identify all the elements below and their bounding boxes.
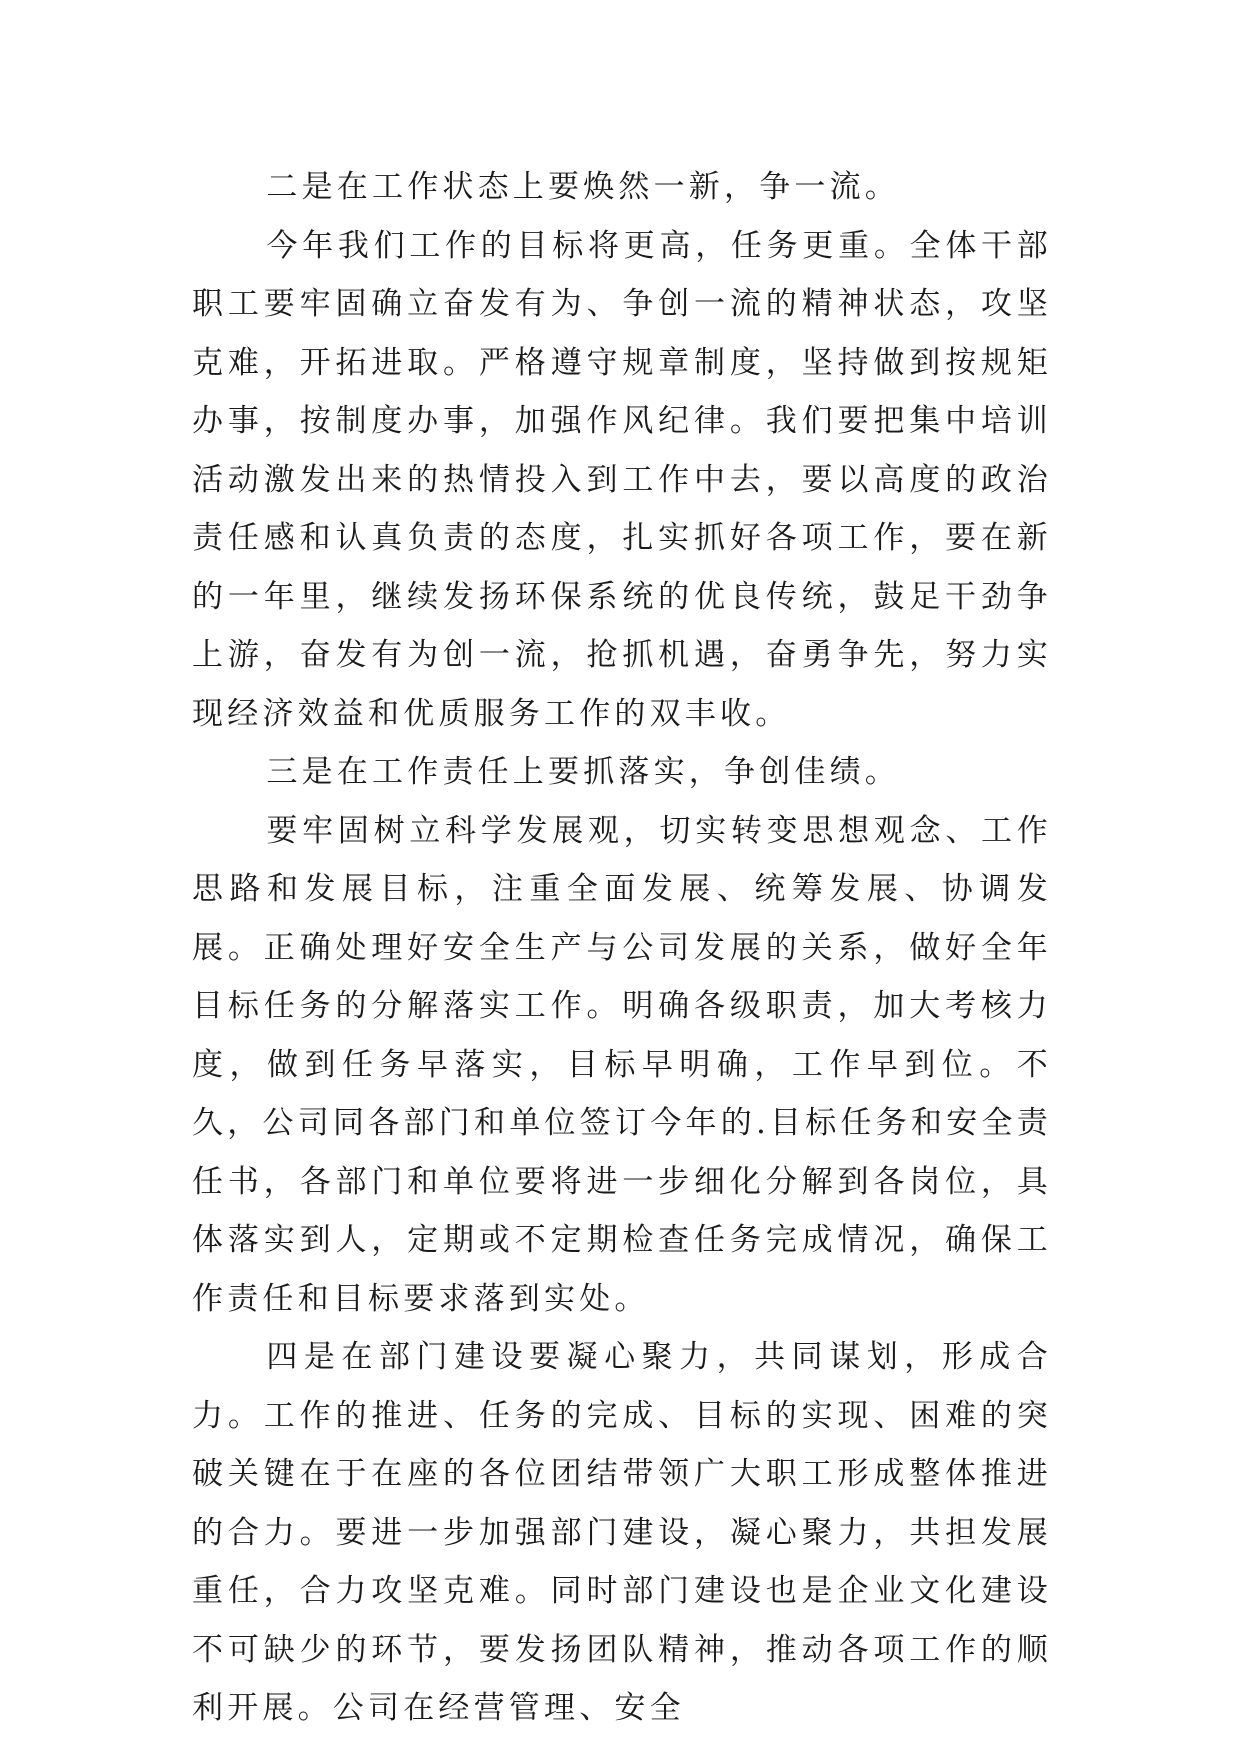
document-body	[192, 158, 1052, 1738]
paragraph-status-heading: 二是在工作状态上要焕然一新，争一流。	[266, 169, 900, 205]
paragraph-responsibility-heading: 三是在工作责任上要抓落实，争创佳绩。	[266, 754, 900, 790]
paragraph-department-building: 四是在部门建设要凝心聚力，共同谋划，形成合力。工作的推进、任务的完成、目标的实现、困难的突破关键在于在座的各位团结带领广大职工形成整体推进的合力。要进一步加强部门建设，凝心聚力，共担发展重任，合力攻坚克难。同时部门建设也是企业文化建设不可缺少的环节，要发扬团队精神，推动各项工作的顺利开展。公司在经营管理、安全	[192, 1339, 1052, 1726]
paragraph-responsibility-body: 要牢固树立科学发展观，切实转变思想观念、工作思路和发展目标，注重全面发展、统筹发展、协调发展。正确处理好安全生产与公司发展的关系，做好全年目标任务的分解落实工作。明确各级职责，加大考核力度，做到任务早落实，目标早明确，工作早到位。不久，公司同各部门和单位签订今年的.目标任务和安全责任书，各部门和单位要将进一步细化分解到各岗位，具体落实到人，定期或不定期检查任务完成情况，确保工作责任和目标要求落到实处。	[192, 812, 1052, 1317]
paragraph-status-body: 今年我们工作的目标将更高，任务更重。全体干部职工要牢固确立奋发有为、争创一流的精神状态，攻坚克难，开拓进取。严格遵守规章制度，坚持做到按规矩办事，按制度办事，加强作风纪律。我们要把集中培训活动激发出来的热情投入到工作中去，要以高度的政治责任感和认真负责的态度，扎实抓好各项工作，要在新的一年里，继续发扬环保系统的优良传统，鼓足干劲争上游，奋发有为创一流，抢抓机遇，奋勇争先，努力实现经济效益和优质服务工作的双丰收。	[192, 227, 1052, 732]
